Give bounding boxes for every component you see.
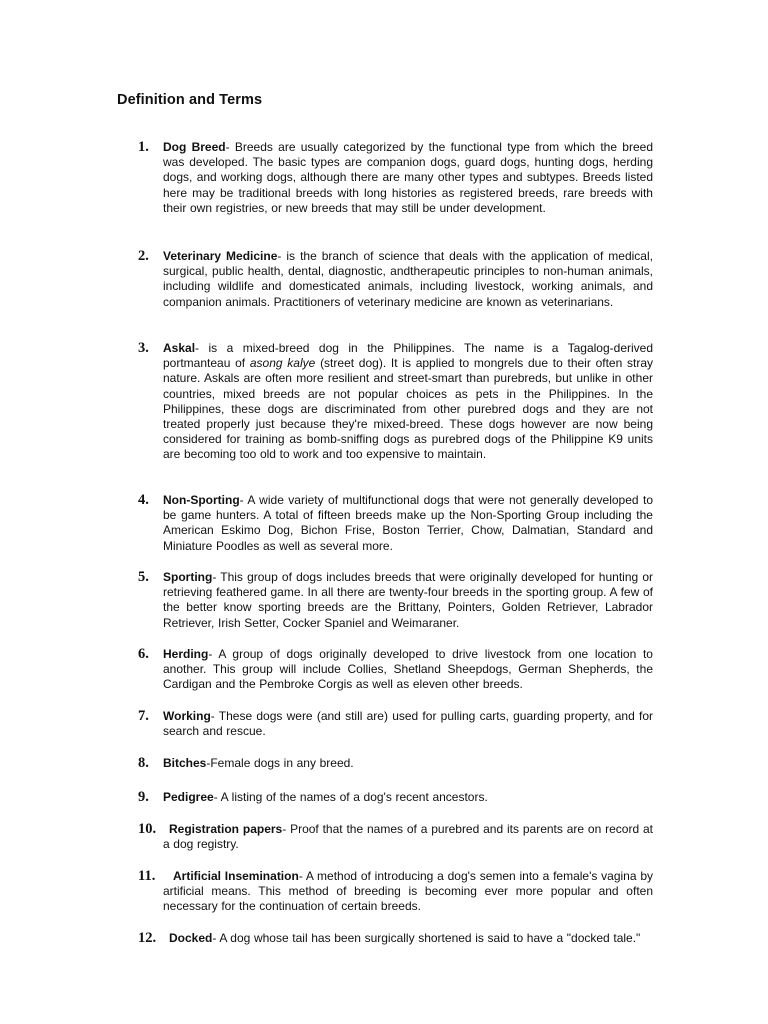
term-definition: - A group of dogs originally developed to drive livestock from one location to another. This group will include Collies, Shetland Sheepdogs, German Shepherds, the Cardigan and the Pembroke Corgis as well as eleven other breeds. <box>163 647 653 692</box>
term-body <box>163 822 653 852</box>
term-definition: - A listing of the names of a dog's recent ancestors. <box>213 790 488 804</box>
term-number: 6. <box>138 646 149 662</box>
term-definition: - These dogs were (and still are) used for pulling carts, guarding property, and for search and rescue. <box>163 709 653 739</box>
term-name: Veterinary Medicine <box>163 249 278 263</box>
term-item-dog-breed <box>138 140 653 216</box>
term-name: Sporting <box>163 570 213 584</box>
term-item-artificial-insemination <box>138 869 653 915</box>
term-name: Non-Sporting <box>163 493 240 507</box>
term-item-veterinary-medicine <box>138 249 653 310</box>
term-body <box>163 790 653 805</box>
term-definition-italic: asong kalye <box>249 356 316 371</box>
term-item-herding <box>138 647 653 693</box>
term-number: 1. <box>138 139 149 155</box>
term-name: Askal <box>163 341 196 355</box>
term-body <box>163 931 653 946</box>
term-body <box>163 869 653 915</box>
term-definition: - Breeds are usually categorized by the functional type from which the breed was developed. The basic types are companion dogs, guard dogs, hunting dogs, herding dogs, and working dogs, although there are many other types and subtypes. Breeds listed here may be traditional breeds with long histories as registered breeds, rare breeds with their own registries, or new breeds that may still be under development. <box>163 140 653 215</box>
term-definition: - A dog whose tail has been surgically shortened is said to have a "docked tale." <box>212 931 641 945</box>
term-name: Docked <box>169 931 213 945</box>
term-number: 12. <box>138 930 157 946</box>
term-item-docked <box>138 931 653 946</box>
term-number: 8. <box>138 755 149 771</box>
term-definition: -Female dogs in any breed. <box>206 756 354 770</box>
term-item-askal <box>138 341 653 463</box>
term-definition: - Proof that the names of a purebred and its parents are on record at a dog registry. <box>163 822 653 852</box>
term-body <box>163 249 653 310</box>
term-name: Pedigree <box>163 790 214 804</box>
term-item-non-sporting <box>138 493 653 554</box>
term-body <box>163 493 653 554</box>
term-definition: - This group of dogs includes breeds that were originally developed for hunting or retrieving feathered game. In all there are twenty-four breeds in the sporting group. A few of the better know sporting breeds are the Brittany, Pointers, Golden Retriever, Labrador Retriever, Irish Setter, Cocker Spaniel and Weimaraner. <box>163 570 653 630</box>
term-definition: - is the branch of science that deals with the application of medical, surgical, public health, dental, diagnostic, andtherapeutic principles to non-human animals, including wildlife and domesticated animals, including livestock, working animals, and companion animals. Practitioners of veterinary medicine are known as veterinarians. <box>163 249 653 309</box>
term-number: 2. <box>138 248 149 264</box>
term-number: 3. <box>138 340 149 356</box>
term-name: Working <box>163 709 211 723</box>
term-item-registration-papers <box>138 822 653 852</box>
term-number: 11. <box>138 868 156 884</box>
term-number: 7. <box>138 708 149 724</box>
term-body <box>163 140 653 216</box>
term-number: 10. <box>138 821 157 837</box>
term-name: Registration papers <box>169 822 283 836</box>
term-name: Dog Breed <box>163 140 226 154</box>
term-body <box>163 341 653 463</box>
term-item-pedigree <box>138 790 653 805</box>
term-name: Artificial Insemination <box>173 869 299 883</box>
page-title: Definition and Terms <box>117 92 263 108</box>
term-number: 9. <box>138 789 149 805</box>
term-definition: - is a mixed-breed dog in the Philippines. The name is a Tagalog-derived portmanteau of <box>163 341 653 371</box>
term-number: 5. <box>138 569 149 585</box>
term-item-sporting <box>138 570 653 631</box>
term-body <box>163 709 653 739</box>
term-body <box>163 647 653 693</box>
term-name: Bitches <box>163 756 207 770</box>
term-definition: - A method of introducing a dog's semen into a female's vagina by artificial means. This method of breeding is becoming ever more popular and often necessary for the continuation of certain breeds. <box>163 869 653 914</box>
term-name: Herding <box>163 647 209 661</box>
term-body <box>163 570 653 631</box>
term-body <box>163 756 653 771</box>
term-item-working <box>138 709 653 739</box>
term-number: 4. <box>138 492 149 508</box>
term-item-bitches <box>138 756 653 771</box>
term-definition: - A wide variety of multifunctional dogs that were not generally developed to be game hunters. A total of fifteen breeds make up the Non-Sporting Group including the American Eskimo Dog, Bichon Frise, Boston Terrier, Chow, Dalmatian, Standard and Miniature Poodles as well as several more. <box>163 493 653 553</box>
term-definition-continued: (street dog). It is applied to mongrels due to their often stray nature. Askals are often more resilient and street-smart than purebreds, but unlike in other countries, mixed breeds are not popular choices as pets in the Philippines. In the Philippines, these dogs are discriminated from other purebred dogs and they are not treated properly just because they're mixed-breed. These dogs however are now being considered for training as bomb-sniffing dogs as purebred dogs of the Philippine K9 units are becoming too old to work and too expensive to maintain. <box>163 356 654 462</box>
